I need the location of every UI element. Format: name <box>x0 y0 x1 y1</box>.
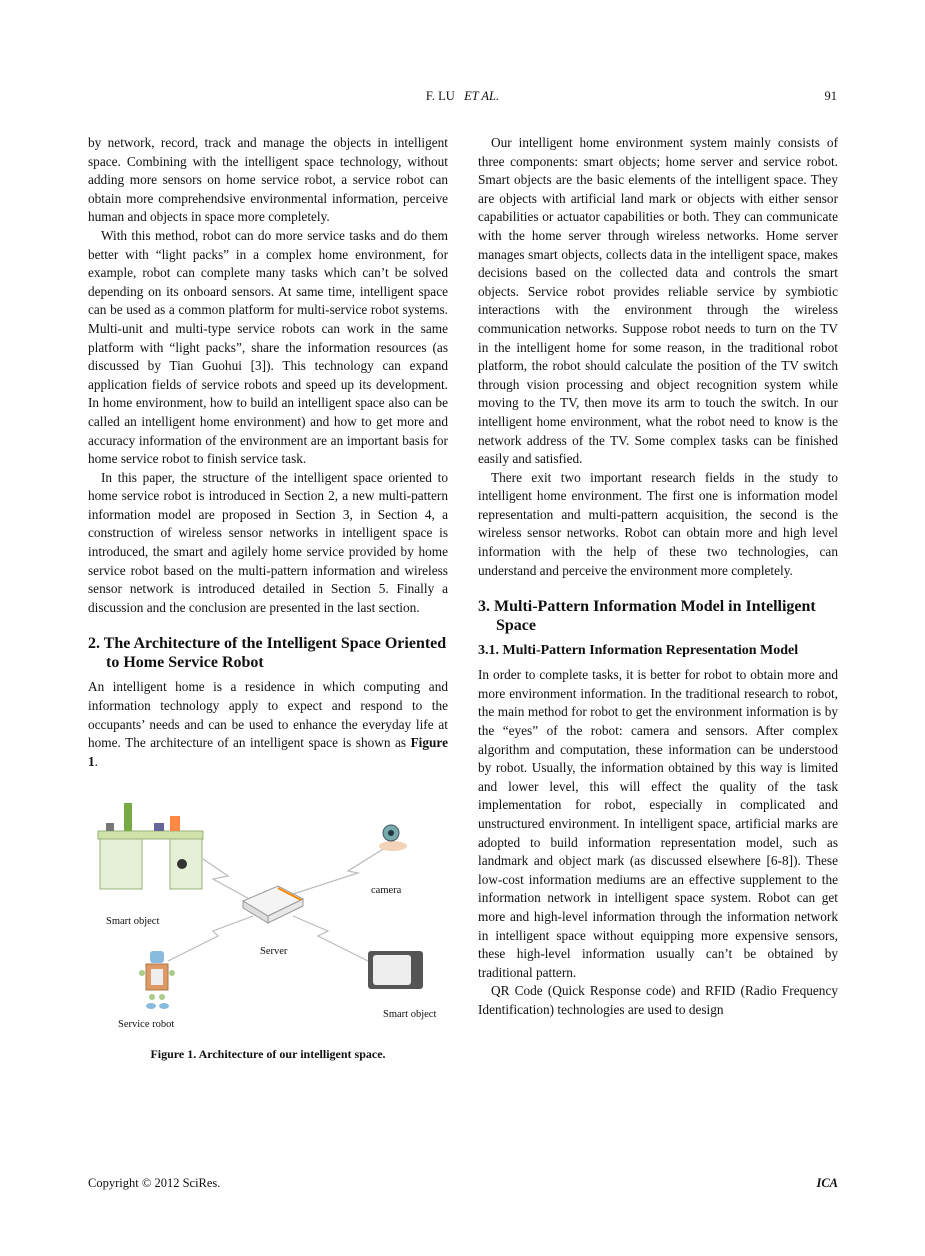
author: F. LU <box>425 89 455 103</box>
et-al: ET AL. <box>464 89 500 103</box>
camera-icon <box>379 825 407 851</box>
label-smart-object-tv: Smart object <box>383 1009 437 1021</box>
section-heading-2: 2. The Architecture of the Intelligent Space Oriented to Home Service Robot <box>88 635 447 672</box>
paragraph: With this method, robot can do more service tasks and do them better with “light packs” in a complex home environment, for example, robot can complete many tasks which can’t be solved depending on its onboard sensors. At same time, intelligent space can be used as a common platform for multi-service robot systems. Multi-unit and multi-type service robots can work in the same platform with “light packs”, share the information resources (as discussed by Tian Guohui [3]). This technology can expand application fields of service robots and speed up its development. In home environment, how to build an intelligent space also can be called an intelligent home environment) and how to get more and accuracy information of the environment are an important basis for home service robot to finish service task. <box>88 227 448 467</box>
paragraph: In this paper, the structure of the intelligent space oriented to home service robot is introduced in Section 2, a new multi-pattern information model are proposed in Section 3, in Section 4, a construction of wireless sensor networks in intelligent space is introduced, the smart and agilely home service provided by home service robot based on the multi-pattern information and wireless sensor network is introduced detailed in Section 5. Finally a discussion and the conclusion are presented in the last section. <box>88 469 448 615</box>
left-column <box>88 134 448 1064</box>
server-icon <box>243 886 303 923</box>
tv-icon <box>368 951 423 989</box>
paragraph <box>88 678 448 771</box>
right-column <box>478 134 838 1020</box>
footer <box>88 1176 838 1191</box>
copyright: Copyright © 2012 SciRes. <box>88 1176 221 1190</box>
subsection-heading-3-1: 3.1. Multi-Pattern Information Representation Model <box>478 643 799 659</box>
text: An intelligent home is a residence in which computing and information technology apply to expect and respond to the occupants’ needs and can be used to enhance the everyday life at home. The architecture of an intelligent space is shown as <box>88 679 448 751</box>
paragraph: There exit two important research fields in the study to intelligent home environment. The first one is information model representation and multi-pattern acquisition, the second is the wireless sensor networks. Robot can obtain more and high level information with the help of these two technologies, can understand and perceive the environment more completely. <box>478 469 838 578</box>
figure-reference: Figure 1 <box>88 735 448 769</box>
label-smart-object-desk: Smart object <box>106 916 160 928</box>
text: . <box>94 753 98 769</box>
label-server: Server <box>260 946 288 958</box>
paragraph: Our intelligent home environment system mainly consists of three components: smart objects; home server and service robot. Smart objects are the basic elements of the intelligent space. They are objects with artificial land mark or objects with either sensor capabilities or actuator capabilities or both. They can communicate with the home server through wireless networks. Home server manages smart objects, collects data in the intelligent space, makes decisions based on the collected data and controls the smart objects. Service robot provides reliable service by symbiotic interactions with the environment through the wireless communication networks. Suppose robot needs to turn on the TV in the intelligent home for some reason, in the traditional robot platform, the robot should calculate the position of the TV switch through vision processing and object recognition system while moving to the TV, then move its arm to touch the switch. In our intelligent home environment, what the robot need to know is the network address of the TV. Some complex tasks can be finished easily and satisfied. <box>478 135 838 467</box>
figure-1 <box>88 791 448 1041</box>
figure-caption: Figure 1. Architecture of our intelligent space. <box>150 1047 386 1062</box>
journal-name: ICA <box>816 1176 838 1190</box>
paragraph: In order to complete tasks, it is better for robot to obtain more and more environment information. In the traditional research to robot, the main method for robot to get the environment information is by the “eyes” of the robot: camera and sensors. After complex algorithm and computation, these information can be understood by robot. Usually, the information obtained by this way is limited and lower level, this will effect the quality of the task implementation for robot, especially in complicated and unstructured environment. In intelligent space, artificial marks are adopted to build information representation model, such as landmark and object mark (as discussed elsewhere [6-8]). These low-cost information mediums are an effective supplement to the information network in intelligent space system. Robot can get more and high-level information through the information network in intelligent space without equipping more expensive sensors, these high-level information usually can’t be obtained by traditional pattern. <box>478 667 838 980</box>
page-number: 91 <box>824 89 837 103</box>
label-camera: camera <box>371 885 402 897</box>
desk-icon <box>98 803 203 889</box>
paragraph: QR Code (Quick Response code) and RFID (Radio Frequency Identification) technologies are used to design <box>478 983 838 1017</box>
section-heading-3: 3. Multi-Pattern Information Model in Intelligent Space <box>478 598 816 635</box>
running-head-authors <box>0 89 925 104</box>
label-service-robot: Service robot <box>118 1019 175 1031</box>
paragraph: by network, record, track and manage the objects in intelligent space. Combining with the intelligent space technology, without adding more sensors on home service robot, a service robot can obtain more comprehendsive environmental information, perceive human and objects in space more completely. <box>88 135 448 225</box>
